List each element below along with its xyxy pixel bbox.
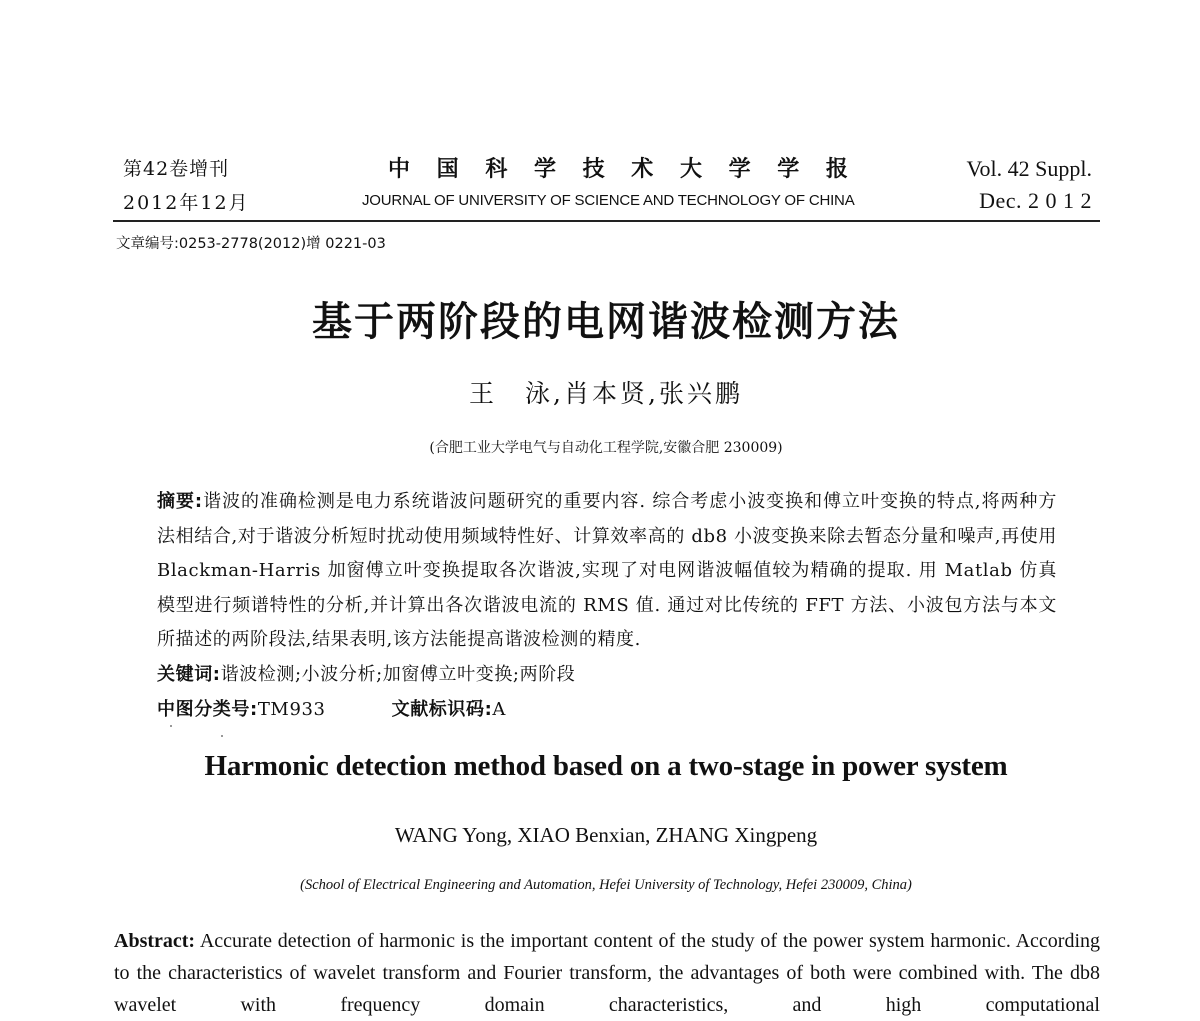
abstract-en bbox=[114, 925, 1100, 1021]
journal-char: 术 bbox=[631, 157, 654, 182]
abstract-cn-label: 摘要: bbox=[157, 491, 203, 512]
affiliation-cn: (合肥工业大学电气与自动化工程学院,安徽合肥 230009) bbox=[429, 440, 783, 456]
journal-char: 技 bbox=[582, 157, 605, 182]
volume-en: Vol. 42 Suppl. bbox=[966, 156, 1092, 181]
keywords-cn-text: 谐波检测;小波分析;加窗傅立叶变换;两阶段 bbox=[220, 663, 576, 685]
article-number: 文章编号:0253-2778(2012)增 0221-03 bbox=[116, 236, 386, 252]
clc-value: TM933 bbox=[257, 698, 326, 720]
keywords-cn-label: 关键词: bbox=[157, 663, 221, 685]
paper-title-cn: 基于两阶段的电网谐波检测方法 bbox=[312, 299, 900, 345]
journal-char: 国 bbox=[436, 157, 459, 182]
scan-speck bbox=[170, 725, 172, 727]
journal-name-cn bbox=[388, 152, 848, 183]
journal-char: 中 bbox=[388, 157, 411, 182]
journal-char: 科 bbox=[485, 157, 508, 182]
authors-en: WANG Yong, XIAO Benxian, ZHANG Xingpeng bbox=[394, 823, 818, 847]
journal-char: 报 bbox=[825, 157, 848, 182]
doc-code-value: A bbox=[492, 698, 507, 720]
abstract-cn-block bbox=[157, 485, 1057, 727]
keywords-cn bbox=[157, 658, 1057, 693]
volume-cn: 第42卷增刊 bbox=[123, 158, 230, 180]
journal-char: 学 bbox=[777, 157, 800, 182]
affiliation-en: (School of Electrical Engineering and Automation, Hefei University of Technology, Hefei 230009, China) bbox=[300, 877, 912, 893]
doc-code-label: 文献标识码: bbox=[391, 698, 493, 720]
classification-line bbox=[157, 693, 1057, 728]
authors-cn: 王 泳,肖本贤,张兴鹏 bbox=[469, 379, 743, 408]
clc-label: 中图分类号: bbox=[157, 698, 258, 720]
journal-char: 大 bbox=[679, 157, 702, 182]
journal-char: 学 bbox=[728, 157, 751, 182]
abstract-cn bbox=[157, 485, 1057, 658]
date-en: Dec. 2 0 1 2 bbox=[979, 188, 1092, 213]
date-cn: 2012年12月 bbox=[123, 192, 250, 214]
header-rule bbox=[113, 220, 1100, 222]
journal-char: 学 bbox=[533, 157, 556, 182]
paper-title-en: Harmonic detection method based on a two-stage in power system bbox=[204, 750, 1008, 782]
journal-name-en: JOURNAL OF UNIVERSITY OF SCIENCE AND TECHNOLOGY OF CHINA bbox=[362, 192, 855, 209]
abstract-en-label: Abstract: bbox=[114, 930, 196, 952]
abstract-en-text: Accurate detection of harmonic is the important content of the study of the power system harmonic. According to the characteristics of wavelet transform and Fourier transform, the advantages of both were combined with. The db8 wavelet with frequency domain characteristics, and high computational bbox=[114, 930, 1100, 1016]
scan-speck bbox=[221, 735, 223, 737]
abstract-cn-text: 谐波的准确检测是电力系统谐波问题研究的重要内容. 综合考虑小波变换和傅立叶变换的特点,将两种方法相结合,对于谐波分析短时扰动使用频域特性好、计算效率高的 db8 小波变换来除去暂态分量和噪声,再使用 Blackman-Harris 加窗傅立叶变换提取各次谐波,实现了对电网谐波幅值较为精确的提取. 用 Matlab 仿真模型进行频谱特性的分析,并计算出各次谐波电流的 RMS 值. 通过对比传统的 FFT 方法、小波包方法与本文所描述的两阶段法,结果表明,该方法能提高谐波检测的精度. bbox=[157, 491, 1057, 651]
abstract-en-block bbox=[114, 925, 1100, 1021]
